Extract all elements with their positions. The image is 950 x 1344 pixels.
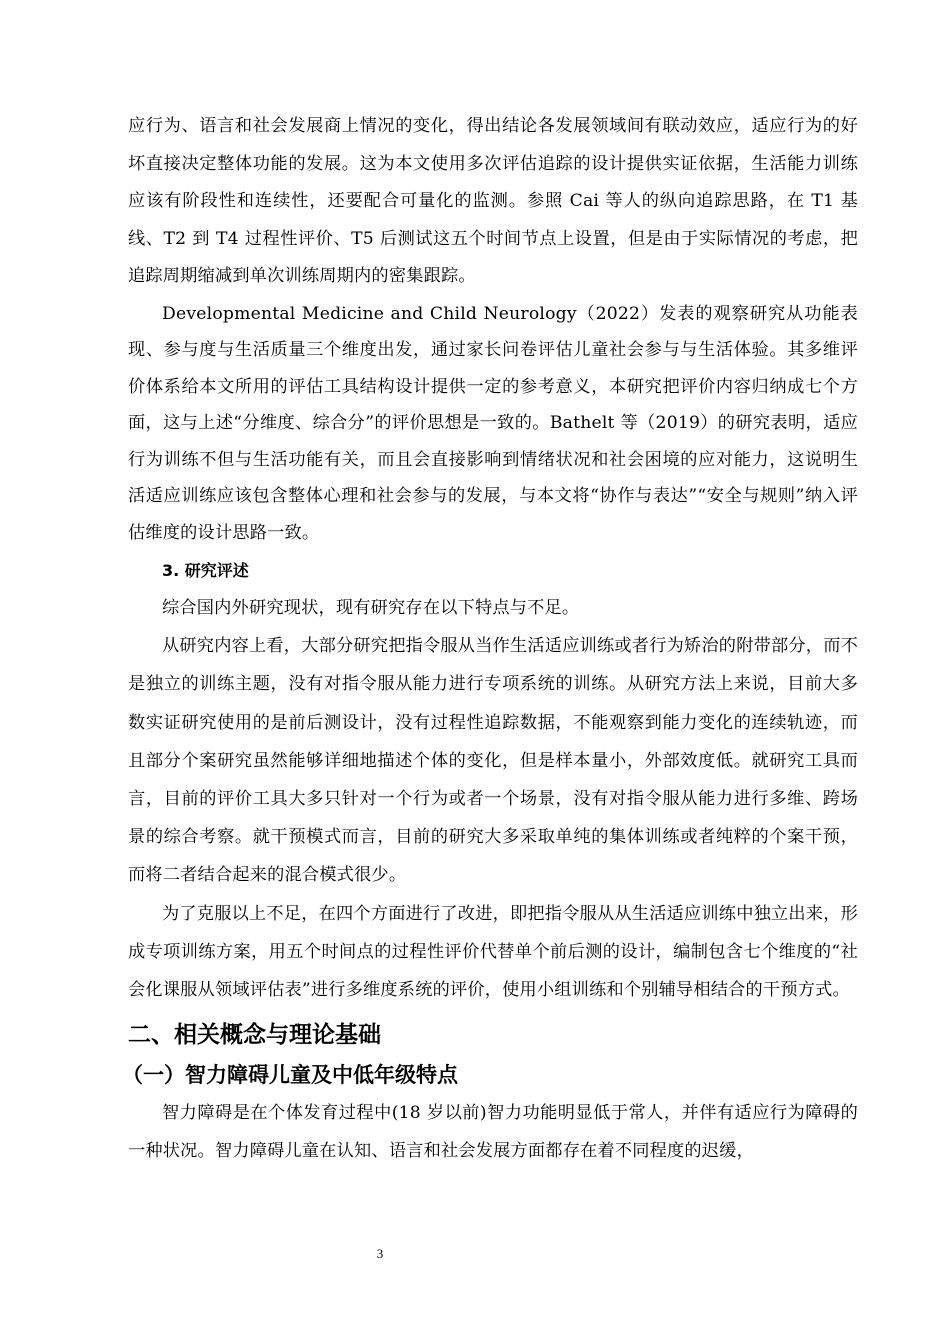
document-page — [122, 108, 858, 1170]
paragraph-continuation: 应行为、语言和社会发展商上情况的变化，得出结论各发展领域间有联动效应，适应行为的好坏直接决定整体功能的发展。这为本文使用多次评估追踪的设计提供实证依据，生活能力训练应该有阶段性和连续性，还要配合可量化的监测。参照 Cai 等人的纵向追踪思路，在 T1 基线、T2 到 T4 过程性评价、T5 后测试这五个时间节点上设置，但是由于实际情况的考虑，把追踪周期缩减到单次训练周期内的密集跟踪。 — [128, 116, 858, 286]
paragraph-review-intro: 综合国内外研究现状，现有研究存在以下特点与不足。 — [162, 598, 580, 618]
page-number: 3 — [376, 1246, 384, 1261]
chapter-heading: 二、相关概念与理论基础 — [128, 1022, 381, 1049]
section-heading-intellectual-disability: （一）智力障碍儿童及中低年级特点 — [122, 1063, 458, 1088]
paragraph-review-improvement: 为了克服以上不足，在四个方面进行了改进，即把指令服从从生活适应训练中独立出来，形成专项训练方案，用五个时间点的过程性评价代替单个前后测的设计，编制包含七个维度的“社会化课服从领域评估表”进行多维度系统的评价，使用小组训练和个别辅导相结合的干预方式。 — [128, 903, 858, 1001]
section-heading-research-review: 3. 研究评述 — [162, 561, 249, 580]
paragraph-dmcn-study: Developmental Medicine and Child Neurology（2022）发表的观察研究从功能表现、参与度与生活质量三个维度出发，通过家长问卷评估儿童社会参与与生活体验。其多维评价体系给本文所用的评估工具结构设计提供一定的参考意义，本研究把评价内容归纳成七个方面，这与上述“分维度、综合分”的评价思想是一致的。Bathelt 等（2019）的研究表明，适应行为训练不但与生活功能有关，而且会直接影响到情绪状况和社会困境的应对能力，这说明生活适应训练应该包含整体心理和社会参与的发展，与本文将“协作与表达”“安全与规则”纳入评估维度的设计思路一致。 — [128, 303, 858, 543]
paragraph-intellectual-disability: 智力障碍是在个体发育过程中(18 岁以前)智力功能明显低于常人，并伴有适应行为障碍的一种状况。智力障碍儿童在认知、语言和社会发展方面都存在着不同程度的迟缓， — [128, 1103, 858, 1161]
paragraph-review-body: 从研究内容上看，大部分研究把指令服从当作生活适应训练或者行为矫治的附带部分，而不是独立的训练主题，没有对指令服从能力进行专项系统的训练。从研究方法上来说，目前大多数实证研究使用的是前后测设计，没有过程性追踪数据，不能观察到能力变化的连续轨迹，而且部分个案研究虽然能够详细地描述个体的变化，但是样本量小，外部效度低。就研究工具而言，目前的评价工具大多只针对一个行为或者一个场景，没有对指令服从能力进行多维、跨场景的综合考察。就干预模式而言，目前的研究大多采取单纯的集体训练或者纯粹的个案干预，而将二者结合起来的混合模式很少。 — [128, 636, 858, 886]
